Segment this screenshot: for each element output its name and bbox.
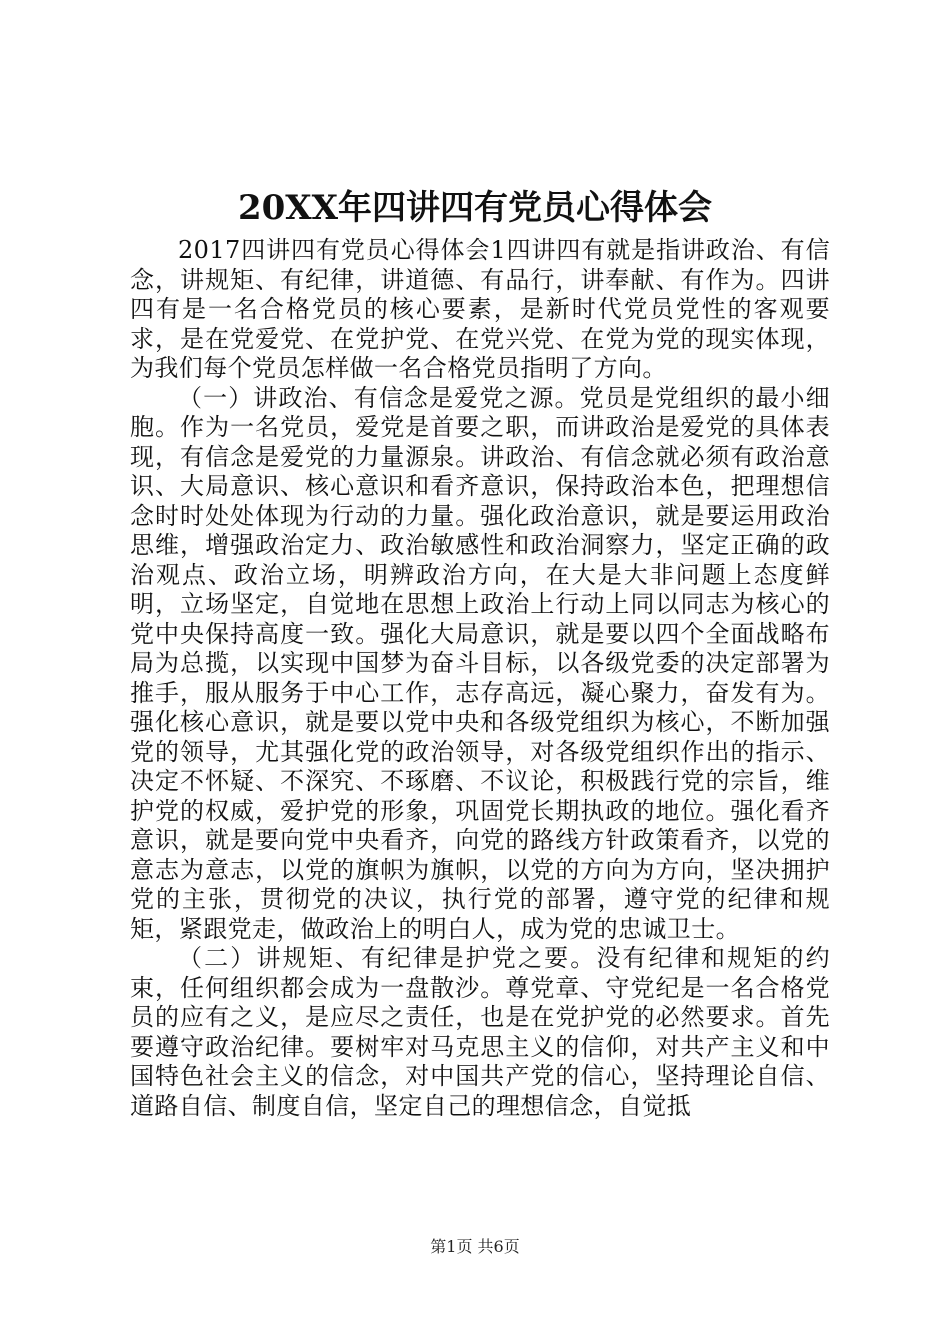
page-footer: 第1页 共6页 <box>430 1237 520 1256</box>
paragraph-intro: 2017四讲四有党员心得体会1四讲四有就是指讲政治、有信念，讲规矩、有纪律，讲道德、有品行，讲奉献、有作为。四讲四有是一名合格党员的核心要素，是新时代党员党性的客观要求，是在党爱党、在党护党、在党兴党、在党为党的现实体现，为我们每个党员怎样做一名合格党员指明了方向。 <box>130 236 830 382</box>
document-title: 20XX年四讲四有党员心得体会 <box>237 188 713 228</box>
paragraph-section-two: （二）讲规矩、有纪律是护党之要。没有纪律和规矩的约束，任何组织都会成为一盘散沙。尊党章、守党纪是一名合格党员的应有之义，是应尽之责任，也是在党护党的必然要求。首先要遵守政治纪律。要树牢对马克思主义的信仰，对共产主义和中国特色社会主义的信念，对中国共产党的信心，坚持理论自信、道路自信、制度自信，坚定自己的理想信念，自觉抵 <box>130 944 830 1120</box>
document-body <box>130 236 830 1121</box>
paragraph-section-one: （一）讲政治、有信念是爱党之源。党员是党组织的最小细胞。作为一名党员，爱党是首要之职，而讲政治是爱党的具体表现，有信念是爱党的力量源泉。讲政治、有信念就必须有政治意识、大局意识、核心意识和看齐意识，保持政治本色，把理想信念时时处处体现为行动的力量。强化政治意识，就是要运用政治思维，增强政治定力、政治敏感性和政治洞察力，坚定正确的政治观点、政治立场，明辨政治方向，在大是大非问题上态度鲜明，立场坚定，自觉地在思想上政治上行动上同以同志为核心的党中央保持高度一致。强化大局意识，就是要以四个全面战略布局为总揽，以实现中国梦为奋斗目标，以各级党委的决定部署为推手，服从服务于中心工作，志存高远，凝心聚力，奋发有为。强化核心意识，就是要以党中央和各级党组织为核心，不断加强党的领导，尤其强化党的政治领导，对各级党组织作出的指示、决定不怀疑、不深究、不琢磨、不议论，积极践行党的宗旨，维护党的权威，爱护党的形象，巩固党长期执政的地位。强化看齐意识，就是要向党中央看齐，向党的路线方针政策看齐，以党的意志为意志，以党的旗帜为旗帜，以党的方向为方向，坚决拥护党的主张，贯彻党的决议，执行党的部署，遵守党的纪律和规矩，紧跟党走，做政治上的明白人，成为党的忠诚卫士。 <box>130 383 830 943</box>
